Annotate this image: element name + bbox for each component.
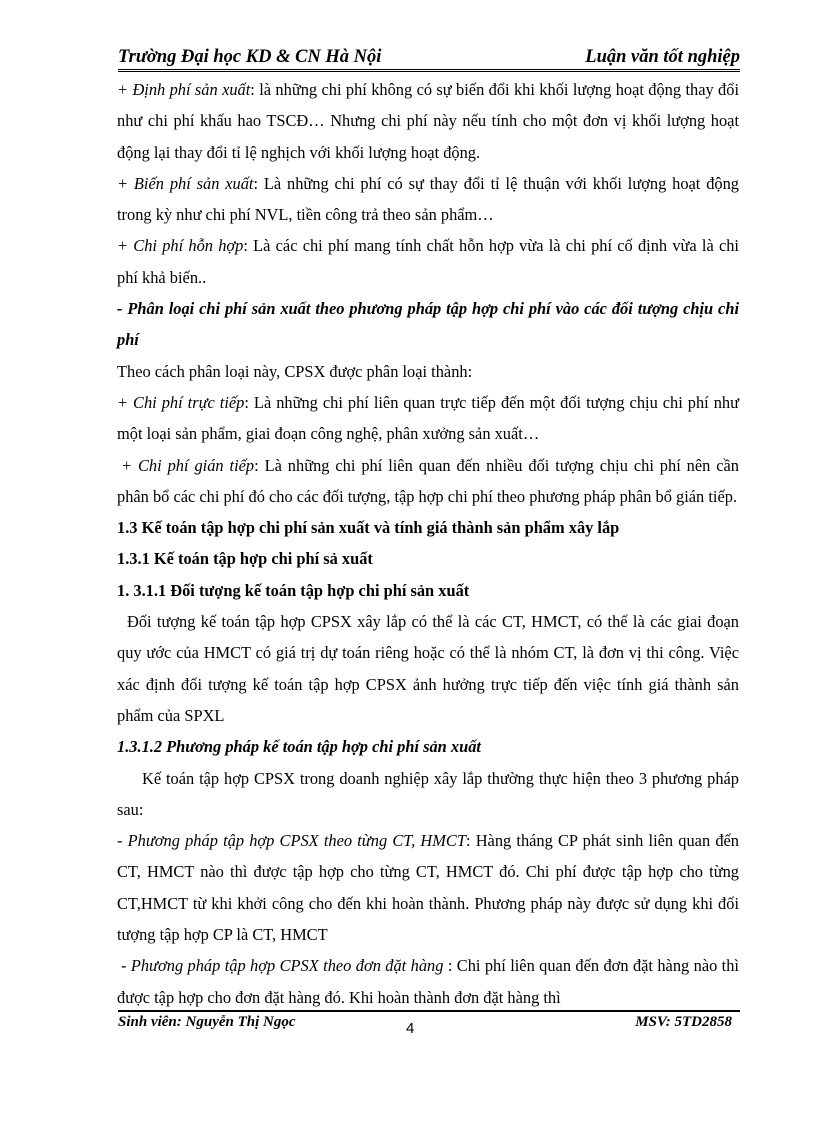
- footer-student-id: MSV: 5TD2858: [635, 1014, 732, 1030]
- term-text: : Là những chi phí liên quan đến nhiều đối tượng chịu chi phí nên cần phân bổ các chi phí đó cho các đối tượng, tập hợp chi phí theo phương pháp phân bổ gián tiếp.: [117, 455, 740, 506]
- term-label: - Phương pháp tập hợp CPSX theo đơn đặt hàng: [121, 956, 444, 976]
- page-footer: [118, 1010, 740, 1050]
- paragraph-direct-cost: [117, 387, 739, 450]
- page-number: 4: [406, 1020, 415, 1037]
- term-label: + Chi phí gián tiếp: [121, 455, 255, 475]
- paragraph-indirect-cost: [117, 450, 739, 513]
- paragraph-fixed-cost: [117, 74, 739, 168]
- paragraph-mixed-cost: [117, 230, 739, 293]
- paragraph-methods-intro: Kế toán tập hợp CPSX trong doanh nghiệp xây lắp thường thực hiện theo 3 phương pháp sau:: [117, 768, 739, 819]
- term-text: : Chi phí liên quan đến đơn đặt hàng nào thì được tập hợp cho đơn đặt hàng đó. Khi hoàn thành đơn đặt hàng thì: [117, 956, 739, 1007]
- paragraph-intro: Theo cách phân loại này, CPSX được phân loại thành:: [117, 361, 473, 381]
- header-rule: [118, 69, 740, 72]
- term-label: + Định phí sản xuất: [117, 80, 251, 99]
- heading-1-3-1-2: 1.3.1.2 Phương pháp kế toán tập hợp chi phí sản xuất: [117, 737, 481, 757]
- term-label: + Chi phí hỗn hợp: [117, 236, 244, 256]
- page-header: [118, 44, 740, 72]
- header-school: Trường Đại học KD & CN Hà Nội: [118, 47, 382, 67]
- heading-1-3-1-1: 1. 3.1.1 Đối tượng kế toán tập hợp chi phí sản xuất: [117, 580, 470, 600]
- heading-1-3-1: 1.3.1 Kế toán tập hợp chi phí sả xuất: [117, 549, 373, 569]
- paragraph-method-by-project: [117, 825, 739, 950]
- term-text: : Là các chi phí mang tính chất hỗn hợp vừa là chi phí cố định vừa là chi phí khả biến..: [117, 236, 739, 287]
- term-label: + Biến phí sản xuất: [117, 173, 254, 193]
- page-body: [117, 74, 739, 1013]
- term-label: - Phương pháp tập hợp CPSX theo từng CT, HMCT: [117, 831, 466, 851]
- footer-student: Sinh viên: Nguyễn Thị Ngọc: [118, 1014, 296, 1030]
- paragraph-variable-cost: [117, 168, 739, 231]
- paragraph-method-by-order: [117, 950, 739, 1013]
- term-text: : Hàng tháng CP phát sinh liên quan đến CT, HMCT nào thì được tập hợp cho từng CT, HMCT đó. Chi phí được tập hợp cho từng CT,HMCT từ khi khởi công cho đến khi hoàn thành. Phương pháp này được sử dụng khi đối tượng tập hợp CP là CT, HMCT: [117, 831, 739, 945]
- term-label: + Chi phí trực tiếp: [117, 392, 245, 412]
- paragraph-cost-object: Đối tượng kế toán tập hợp CPSX xây lắp có thể là các CT, HMCT, có thể là các giai đoạn quy ước của HMCT có giá trị dự toán riêng hoặc có thể là nhóm CT, là đơn vị thi công. Việc xác định đối tượng kế toán tập hợp CPSX ảnh hưởng trực tiếp đến việc tính giá thành sản phẩm của SPXL: [117, 612, 739, 725]
- footer-rule: [118, 1010, 740, 1012]
- header-doc-type: Luận văn tốt nghiệp: [585, 47, 740, 67]
- term-text: : là những chi phí không có sự biến đổi khi khối lượng hoạt động thay đổi như chi phí khấu hao TSCĐ… Nhưng chi phí này nếu tính cho một đơn vị khối lượng hoạt động lại thay đổi tỉ lệ nghịch với khối lượng hoạt động.: [117, 80, 739, 162]
- subheading-classification: - Phân loại chi phí sản xuất theo phương pháp tập hợp chi phí vào các đối tượng chịu chi phí: [117, 299, 739, 350]
- term-text: : Là những chi phí liên quan trực tiếp đến một đối tượng chịu chi phí như một loại sản phẩm, giai đoạn công nghệ, phân xưởng sản xuất…: [117, 392, 739, 444]
- term-text: : Là những chi phí có sự thay đổi tỉ lệ thuận với khối lượng hoạt động trong kỳ như chi phí NVL, tiền công trả theo sản phẩm…: [117, 173, 739, 225]
- heading-1-3: 1.3 Kế toán tập hợp chi phí sản xuất và tính giá thành sản phẩm xây lắp: [117, 518, 620, 538]
